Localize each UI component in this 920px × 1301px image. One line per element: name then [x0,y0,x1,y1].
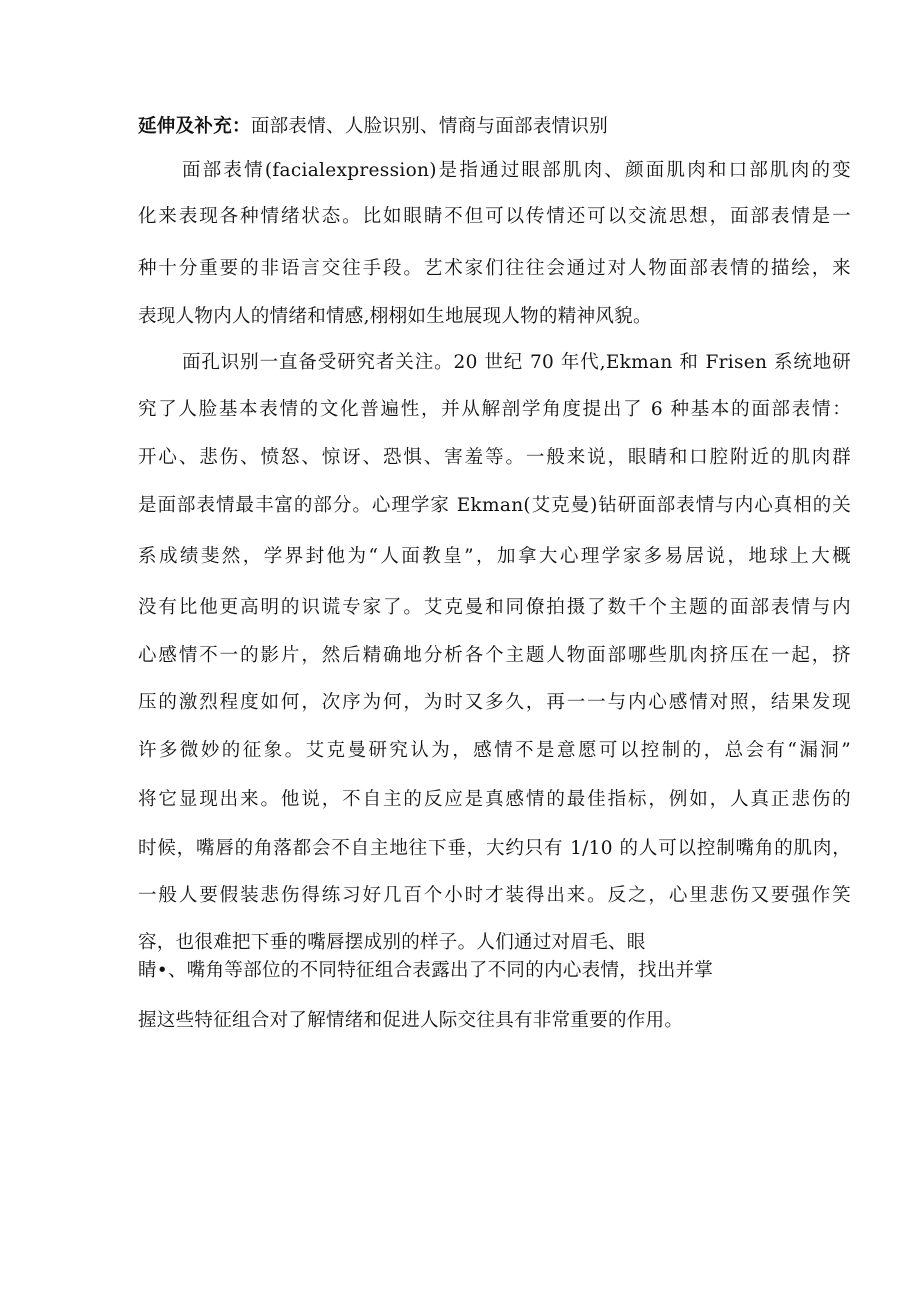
paragraph-2-line-3: 开心、悲伤、愤怒、惊讶、恐惧、害羞等。一般来说，眼睛和口腔附近的肌肉群 [138,447,851,468]
paragraph-1-line-4: 表现人物内人的情绪和情感,栩栩如生地展现人物的精神风貌。 [138,306,652,327]
paragraph-1-line-2: 化来表现各种情绪状态。比如眼睛不但可以传情还可以交流思想，面部表情是一 [138,206,851,227]
paragraph-2-line-1: 面孔识别一直备受研究者关注。20 世纪 70 年代,Ekman 和 Frisen 系统地研 [182,352,851,373]
section-heading [138,116,608,138]
heading-label: 延伸及补充： [138,116,251,137]
paragraph-2-line-15: 握这些特征组合对了解情绪和促进人际交往具有非常重要的作用。 [138,1010,684,1031]
paragraph-2-line-7: 心感情不一的影片，然后精确地分析各个主题人物面部哪些肌肉挤压在一起，挤 [138,645,851,666]
heading-title: 面部表情、人脸识别、情商与面部表情识别 [250,116,609,137]
paragraph-2-line-2: 究了人脸基本表情的文化普遍性，并从解剖学角度提出了 6 种基本的面部表情： [138,399,851,420]
paragraph-2-line-9: 许多微妙的征象。艾克曼研究认为，感情不是意愿可以控制的，总会有“漏洞” [138,740,851,761]
paragraph-1-line-1: 面部表情(facialexpression)是指通过眼部肌肉、颜面肌肉和口部肌肉的变 [182,160,851,181]
paragraph-2-line-11: 时候，嘴唇的角落都会不自主地往下垂，大约只有 1/10 的人可以控制嘴角的肌肉， [138,838,851,859]
paragraph-2-line-10: 将它显现出来。他说，不自主的反应是真感情的最佳指标，例如，人真正悲伤的 [138,789,851,810]
paragraph-1-line-3: 种十分重要的非语言交往手段。艺术家们往往会通过对人物面部表情的描绘，来 [138,258,851,279]
paragraph-2-line-5: 系成绩斐然，学界封他为“人面教皇”，加拿大心理学家多易居说，地球上大概 [138,546,851,567]
paragraph-2-line-6: 没有比他更高明的识谎专家了。艾克曼和同僚拍摄了数千个主题的面部表情与内 [138,597,851,618]
paragraph-2-line-8: 压的激烈程度如何，次序为何，为时又多久，再一一与内心感情对照，结果发现 [138,692,851,713]
paragraph-2-line-12: 一般人要假装悲伤得练习好几百个小时才装得出来。反之，心里悲伤又要强作笑 [138,885,851,906]
paragraph-2-line-4: 是面部表情最丰富的部分。心理学家 Ekman(艾克曼)钻研面部表情与内心真相的关 [138,495,851,516]
paragraph-2-line-14: 睛•、嘴角等部位的不同特征组合表露出了不同的内心表情，找出并掌 [138,960,714,981]
paragraph-2-line-13: 容，也很难把下垂的嘴唇摆成别的样子。人们通过对眉毛、眼 [138,932,646,953]
